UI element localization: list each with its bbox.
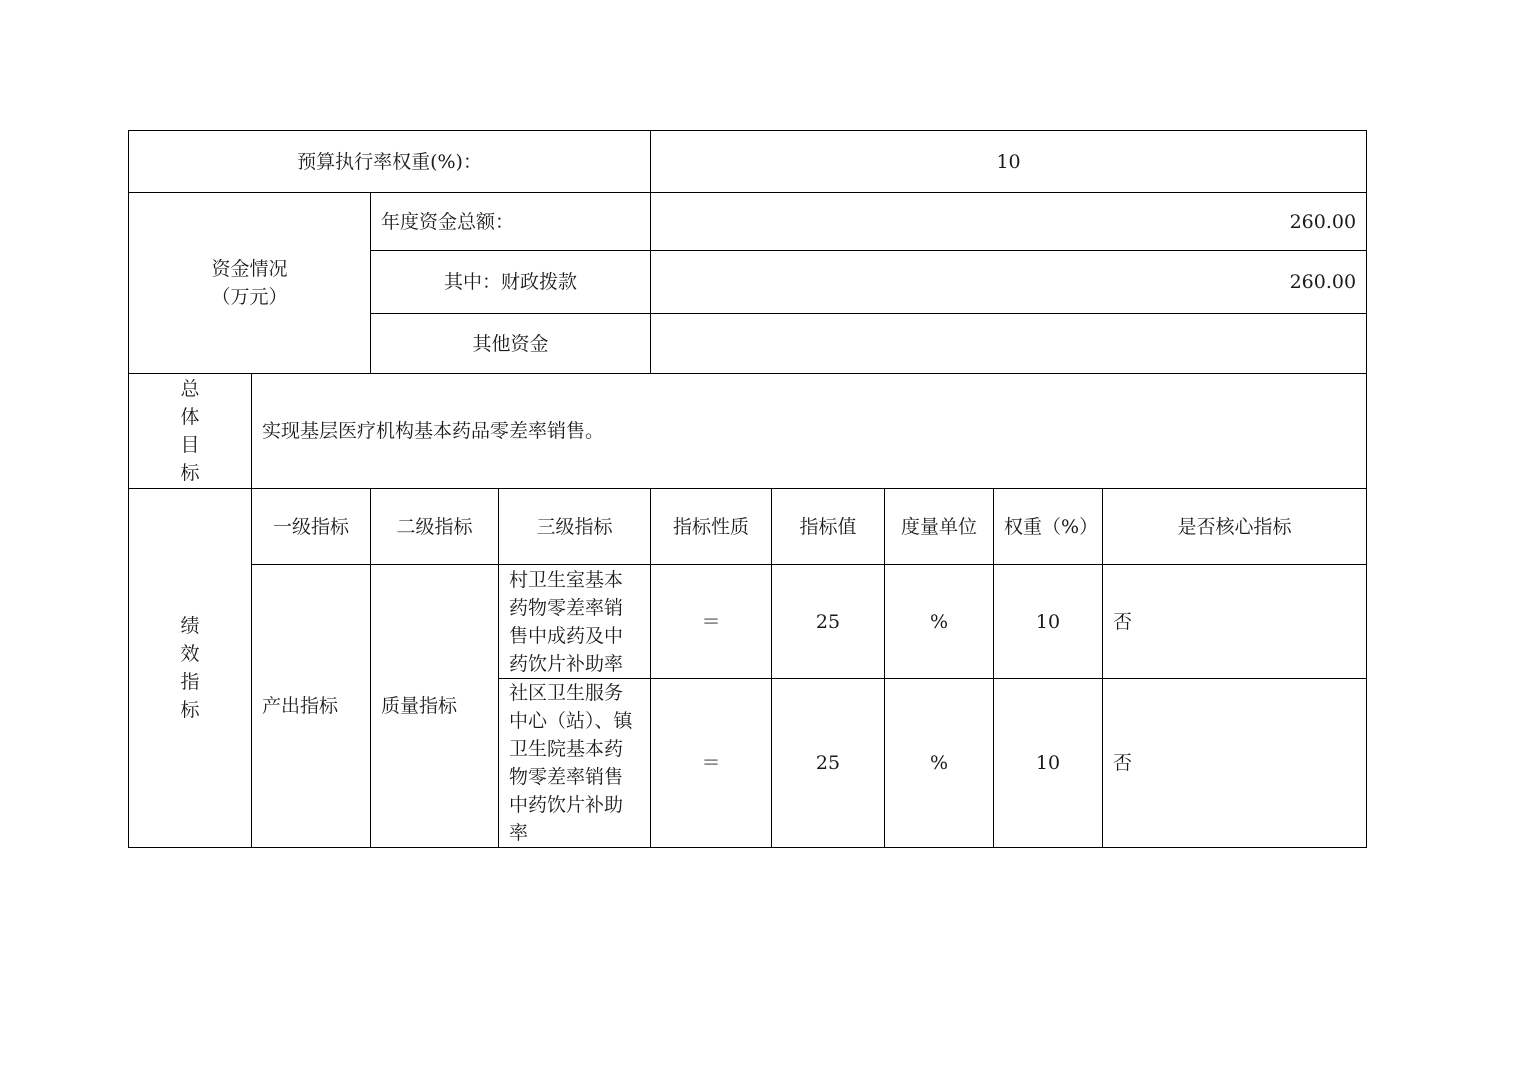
header-nature: 指标性质 (651, 489, 772, 565)
goal-label-char: 标 (180, 462, 200, 484)
header-unit: 度量单位 (885, 489, 994, 565)
funds-fiscal-label: 其中：财政拨款 (371, 251, 651, 314)
header-weight: 权重（%） (994, 489, 1103, 565)
funds-other-label: 其他资金 (371, 314, 651, 374)
header-level3: 三级指标 (499, 489, 651, 565)
indicators-label-char: 绩 (180, 615, 200, 637)
goal-label-char: 体 (180, 406, 200, 428)
unit-cell: % (885, 565, 994, 679)
header-level2: 二级指标 (371, 489, 499, 565)
funds-fiscal-value: 260.00 (651, 251, 1367, 314)
funds-other-value (651, 314, 1367, 374)
goal-label-char: 目 (180, 434, 200, 456)
funds-title (129, 193, 371, 374)
level3-cell: 社区卫生服务中心（站）、镇卫生院基本药物零差率销售中药饮片补助率 (499, 679, 651, 848)
nature-cell: ＝ (651, 679, 772, 848)
indicators-label-char: 指 (180, 671, 200, 693)
funds-title-line1: 资金情况 (211, 258, 288, 280)
budget-label: 预算执行率权重(%)： (129, 131, 651, 193)
core-cell: 否 (1103, 679, 1367, 848)
indicators-label (129, 489, 252, 848)
value-cell: 25 (772, 565, 885, 679)
header-core: 是否核心指标 (1103, 489, 1367, 565)
indicators-label-char: 效 (180, 643, 200, 665)
performance-table (128, 130, 1367, 848)
funds-annual-label: 年度资金总额： (371, 193, 651, 251)
budget-value: 10 (651, 131, 1367, 193)
core-cell: 否 (1103, 565, 1367, 679)
funds-annual-row (129, 193, 1367, 251)
table-row (129, 565, 1367, 679)
funds-title-line2: （万元） (211, 286, 288, 308)
goal-row (129, 374, 1367, 489)
level3-cell: 村卫生室基本药物零差率销售中成药及中药饮片补助率 (499, 565, 651, 679)
value-cell: 25 (772, 679, 885, 848)
goal-label-char: 总 (180, 378, 200, 400)
header-value: 指标值 (772, 489, 885, 565)
indicators-header-row (129, 489, 1367, 565)
funds-annual-value: 260.00 (651, 193, 1367, 251)
weight-cell: 10 (994, 679, 1103, 848)
weight-cell: 10 (994, 565, 1103, 679)
level2-cell: 质量指标 (371, 565, 499, 848)
header-level1: 一级指标 (252, 489, 371, 565)
goal-label (129, 374, 252, 489)
indicators-label-char: 标 (180, 699, 200, 721)
goal-text: 实现基层医疗机构基本药品零差率销售。 (252, 374, 1367, 489)
unit-cell: % (885, 679, 994, 848)
level1-cell: 产出指标 (252, 565, 371, 848)
nature-cell: ＝ (651, 565, 772, 679)
budget-row (129, 131, 1367, 193)
